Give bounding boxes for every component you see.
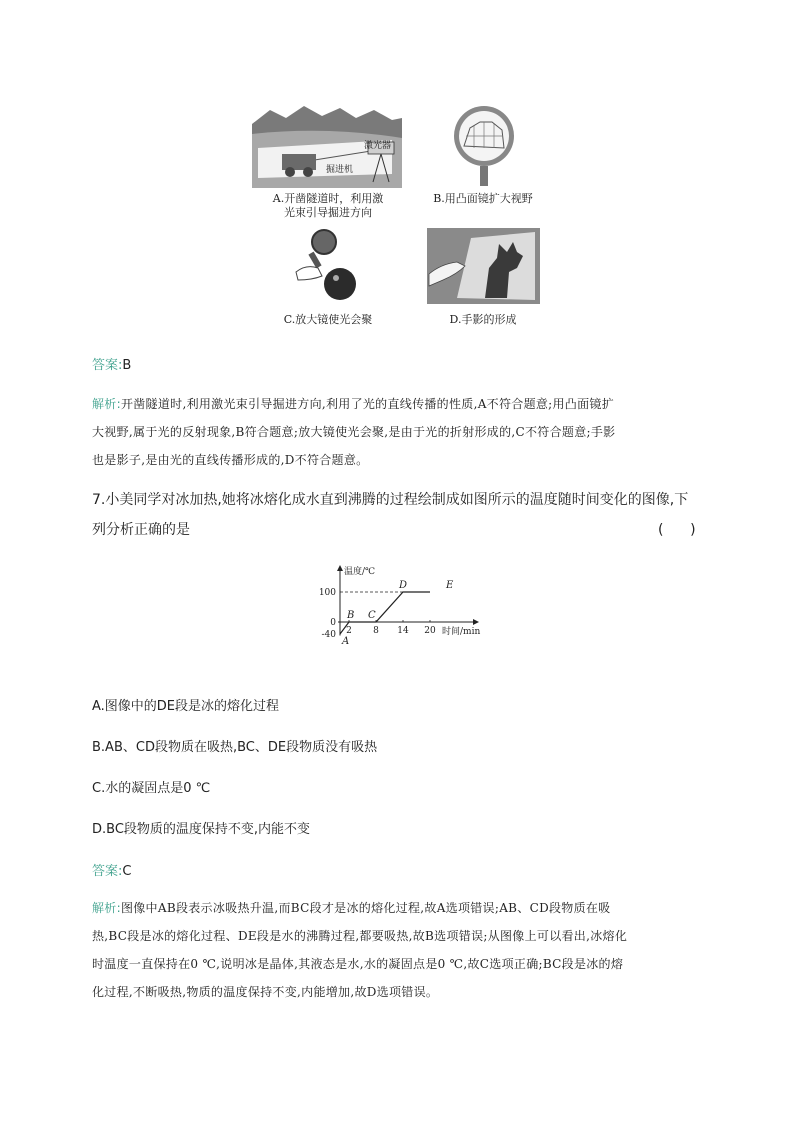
temperature-time-chart (300, 562, 490, 654)
caption-a-line2: 光束引导掘进方向 (284, 206, 372, 219)
q7-option-b: B.AB、CD段物质在吸热,BC、DE段物质没有吸热 (92, 740, 378, 755)
q7-answer-value: C (122, 864, 132, 879)
q6-explanation-line2: 大视野,属于光的反射现象,B符合题意;放大镜使光会聚,是由于光的折射形成的,C不符合题意;手影 (92, 425, 616, 439)
figure-a (252, 104, 402, 188)
q7-stem-line1: 7.小美同学对冰加热,她将冰熔化成水直到沸腾的过程绘制成如图所示的温度随时间变化的图像,下 (92, 492, 689, 508)
q7-stem-line2: 列分析正确的是 (92, 522, 190, 538)
tunnel-illustration (252, 104, 402, 188)
y-tick-label: -40 (321, 630, 336, 640)
magnifier-illustration (292, 228, 364, 306)
q6-answer-value: B (122, 358, 132, 373)
figure-d (427, 228, 540, 304)
hand-shadow-illustration (427, 228, 540, 304)
x-tick-label: 8 (373, 626, 379, 636)
point-label-e: E (446, 580, 454, 591)
q7-option-c: C.水的凝固点是0 ℃ (92, 781, 211, 796)
y-tick-label: 0 (330, 618, 336, 628)
q7-chart (300, 562, 490, 654)
figure-b (448, 102, 520, 186)
label-laser: 激光器 (364, 141, 392, 151)
caption-c: C.放大镜使光会聚 (283, 313, 373, 326)
q7-answer-bracket: ( ) (658, 522, 696, 538)
caption-a-line1: A.开凿隧道时，利用激 (272, 192, 384, 205)
q6-explanation (92, 390, 712, 474)
point-label-d: D (399, 580, 408, 591)
convex-mirror-illustration (448, 102, 520, 186)
x-tick-label: 2 (346, 626, 352, 636)
q7-answer (92, 860, 131, 879)
q7-option-d: D.BC段物质的温度保持不变,内能不变 (92, 822, 311, 837)
q6-explanation-line1 (92, 390, 712, 418)
q7-option-a: A.图像中的DE段是冰的熔化过程 (92, 699, 280, 714)
q6-explanation-label: 解析: (92, 397, 121, 411)
label-machine: 掘进机 (326, 165, 354, 175)
q6-answer-label: 答案: (92, 358, 123, 373)
figure-c (292, 228, 364, 306)
x-axis-label: 时间/min (442, 627, 481, 637)
point-label-c: C (368, 610, 376, 621)
caption-d: D.手影的形成 (449, 313, 517, 326)
q7-explanation-line3: 时温度一直保持在0 ℃,说明冰是晶体,其液态是水,水的凝固点是0 ℃,故C选项正确;BC段是冰的熔 (92, 957, 624, 971)
q6-explanation-line3: 也是影子,是由光的直线传播形成的,D不符合题意。 (92, 453, 369, 467)
caption-b: B.用凸面镜扩大视野 (433, 192, 533, 205)
point-label-b: B (347, 610, 355, 621)
q7-explanation-line4: 化过程,不断吸热,物质的温度保持不变,内能增加,故D选项错误。 (92, 985, 439, 999)
q7-answer-label: 答案: (92, 864, 123, 879)
x-tick-label: 20 (424, 626, 436, 636)
q6-explanation-text1: 开凿隧道时,利用激光束引导掘进方向,利用了光的直线传播的性质,A不符合题意;用凸面镜扩 (120, 397, 615, 411)
q6-answer (92, 354, 131, 373)
q7-explanation (92, 894, 712, 1006)
y-tick-label: 100 (318, 588, 336, 598)
q7-explanation-text1: 图像中AB段表示冰吸热升温,而BC段才是冰的熔化过程,故A选项错误;AB、CD段物质在吸 (120, 901, 611, 915)
y-axis-label: 温度/℃ (344, 567, 376, 577)
point-label-a: A (342, 636, 350, 647)
q7-explanation-label: 解析: (92, 901, 121, 915)
x-tick-label: 14 (397, 626, 409, 636)
q7-explanation-line1 (92, 894, 712, 922)
q7-explanation-line2: 热,BC段是冰的熔化过程、DE段是水的沸腾过程,都要吸热,故B选项错误;从图像上可以看出,冰熔化 (92, 929, 628, 943)
